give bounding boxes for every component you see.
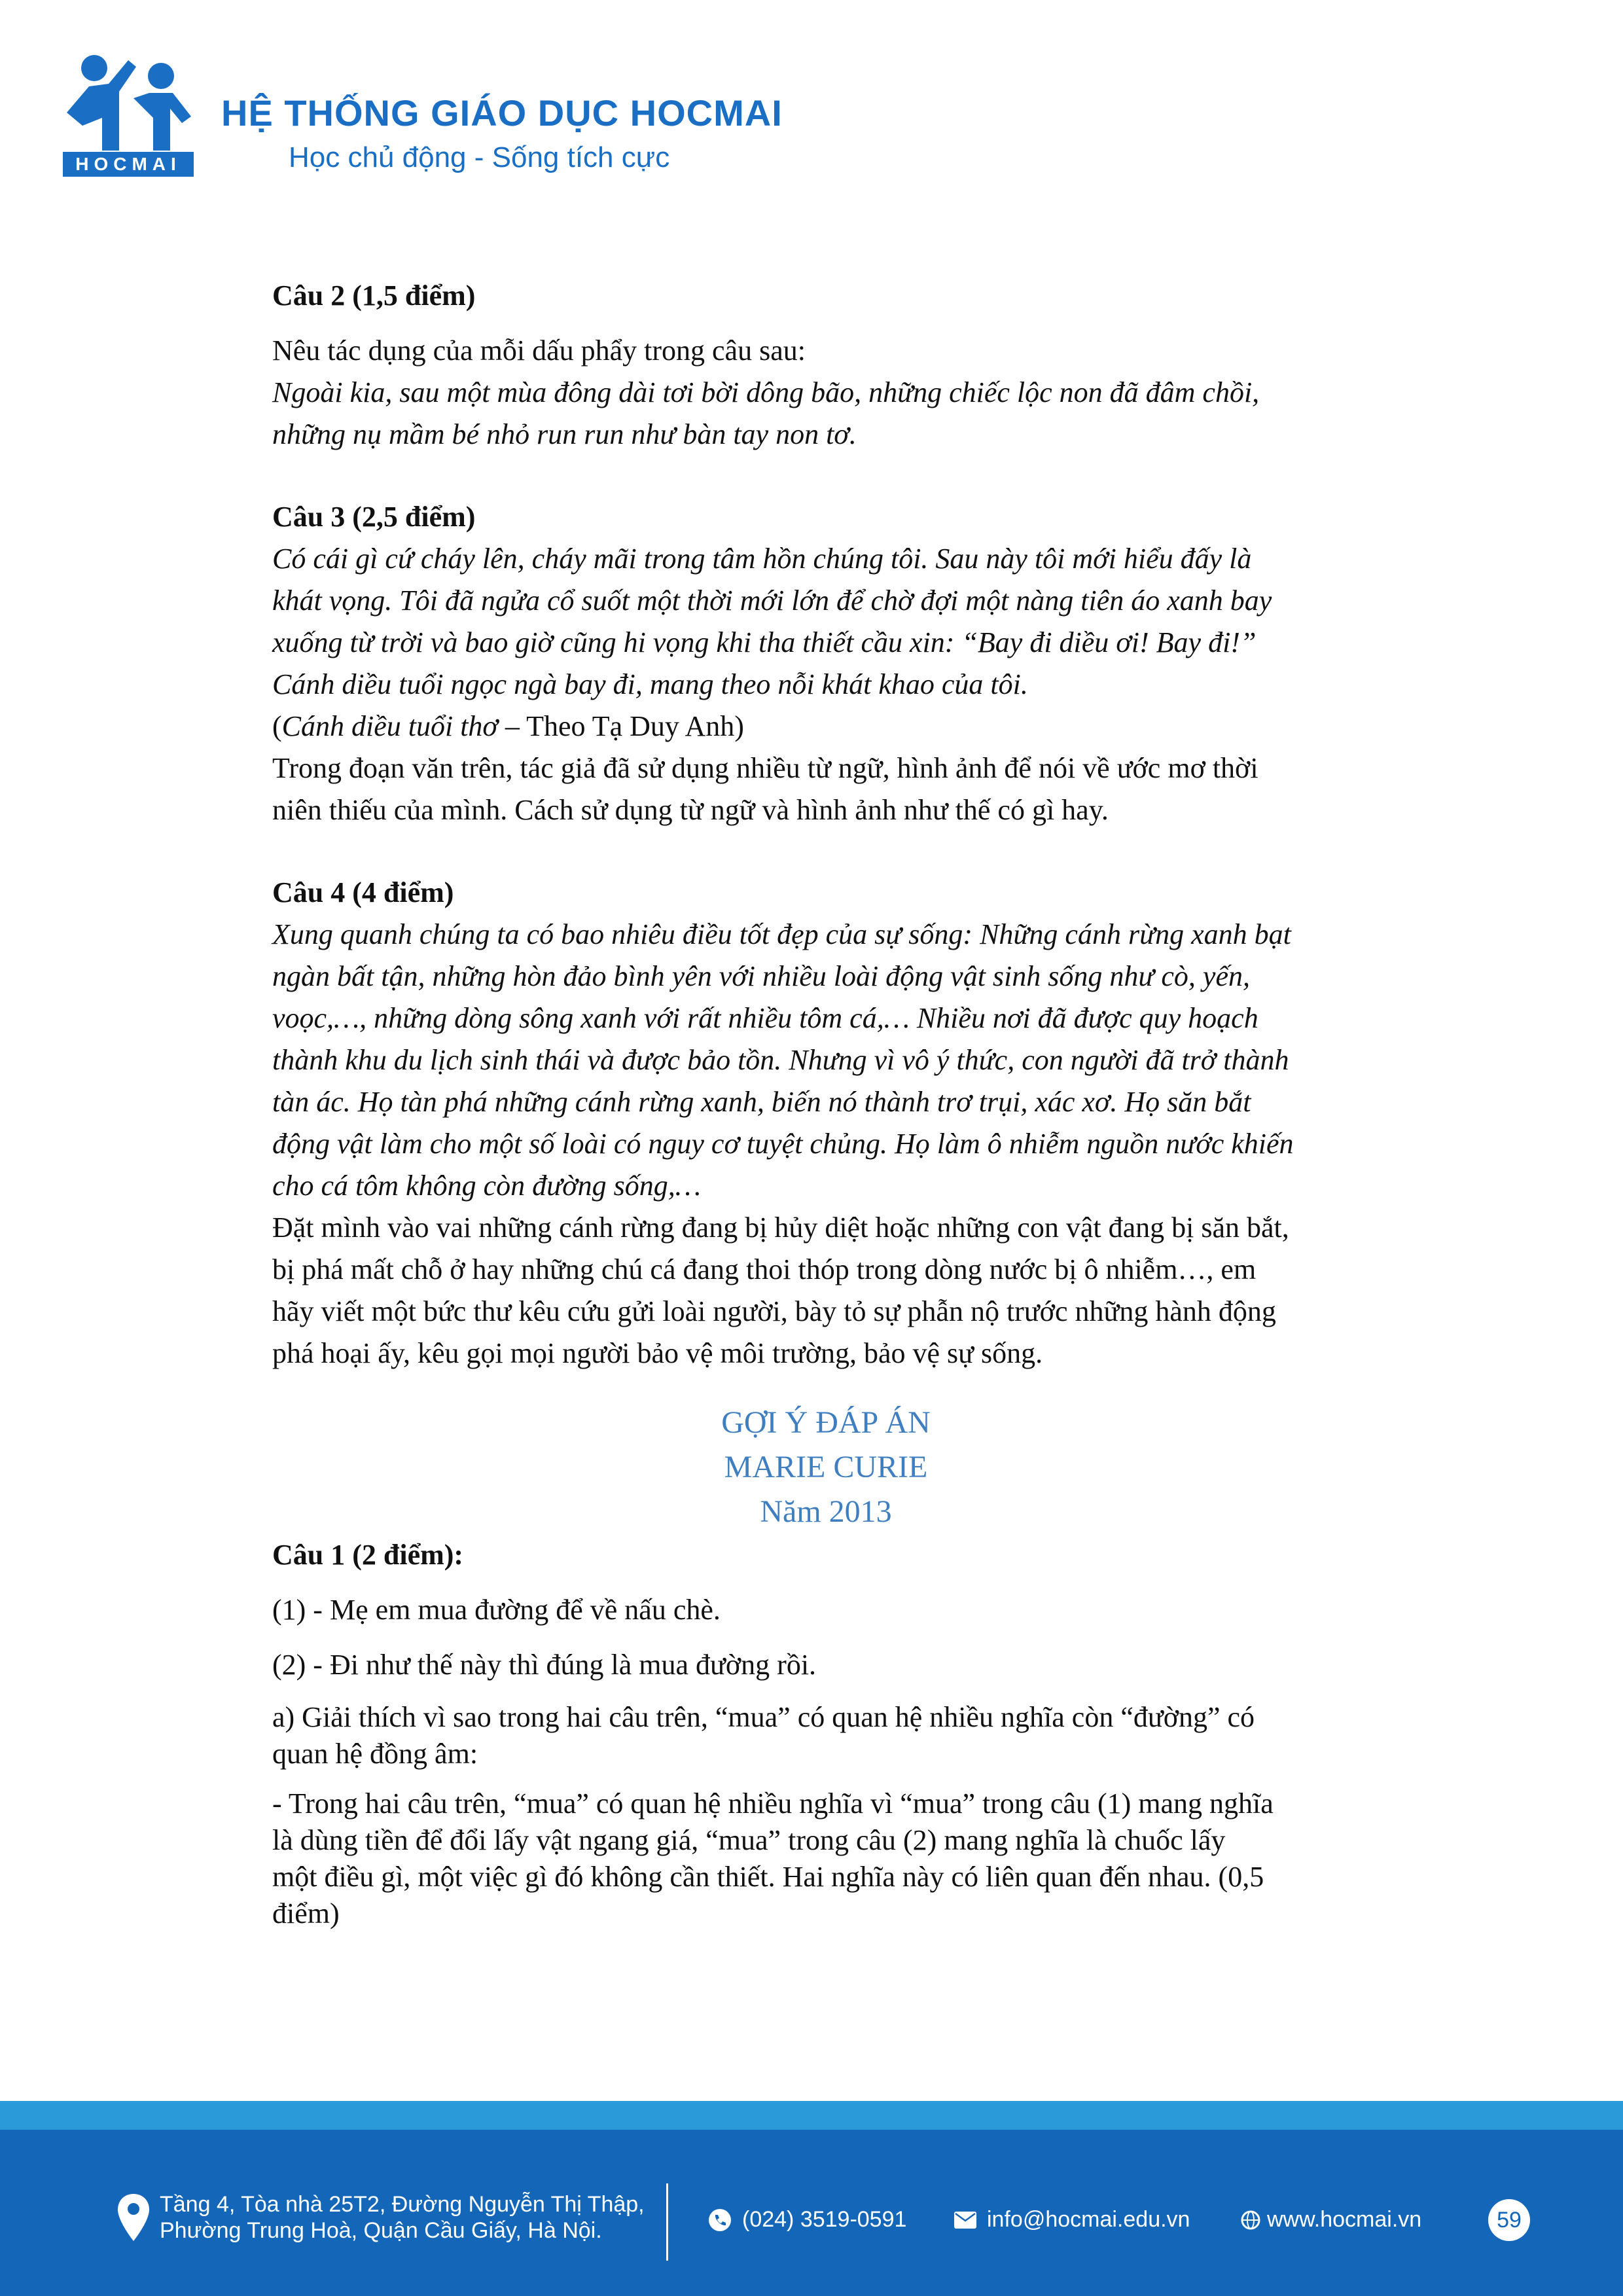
page-number-badge: 59: [1488, 2199, 1530, 2241]
question-4-passage-line: cho cá tôm không còn đường sống,…: [272, 1170, 701, 1202]
question-3-task-line: Trong đoạn văn trên, tác giả đã sử dụng nhiều từ ngữ, hình ảnh để nói về ước mơ thời: [272, 752, 1258, 784]
footer-address: [118, 2191, 645, 2244]
answer-heading: GỢI Ý ĐÁP ÁN: [721, 1405, 931, 1440]
question-2-title: Câu 2 (1,5 điểm): [272, 279, 476, 312]
answer-1-question-line: a) Giải thích vì sao trong hai câu trên, “mua” có quan hệ nhiều nghĩa còn “đường” có: [272, 1701, 1255, 1733]
phone-icon: [708, 2208, 732, 2232]
question-4-task-line: Đặt mình vào vai những cánh rừng đang bị hủy diệt hoặc những con vật đang bị săn bắt,: [272, 1211, 1289, 1244]
footer-phone[interactable]: [708, 2207, 906, 2233]
question-4-title: Câu 4 (4 điểm): [272, 876, 454, 908]
question-4-passage-line: thành khu du lịch sinh thái và được bảo tồn. Nhưng vì vô ý thức, con người đã trở thành: [272, 1044, 1289, 1076]
mail-icon: [954, 2212, 976, 2229]
svg-text:HOCMAI: HOCMAI: [75, 154, 181, 174]
brand-title: HỆ THỐNG GIÁO DỤC HOCMAI: [221, 92, 783, 134]
footer-email[interactable]: [954, 2207, 1190, 2233]
question-2-quote-line: Ngoài kia, sau một mùa đông dài tơi bời dông bão, những chiếc lộc non đã đâm chồi,: [272, 376, 1260, 408]
location-pin-icon: [118, 2194, 149, 2241]
footer-phone-text: (024) 3519-0591: [742, 2207, 907, 2232]
question-4-task-line: bị phá mất chỗ ở hay những chú cá đang thoi thóp trong dòng nước bị ô nhiễm…, em: [272, 1253, 1257, 1285]
footer-email-text: info@hocmai.edu.vn: [987, 2207, 1190, 2232]
footer-website[interactable]: [1241, 2207, 1421, 2233]
question-4-passage-line: ngàn bất tận, những hòn đảo bình yên với nhiều loài động vật sinh sống như cò, yến,: [272, 960, 1250, 992]
question-3-passage-line: Có cái gì cứ cháy lên, cháy mãi trong tâm hồn chúng tôi. Sau này tôi mới hiểu đấy là: [272, 543, 1252, 575]
question-4-passage-line: voọc,…, những dòng sông xanh với rất nhiều tôm cá,… Nhiều nơi đã được quy hoạch: [272, 1002, 1258, 1034]
answer-1-explanation-line: là dùng tiền để đổi lấy vật ngang giá, “mua” trong câu (2) mang nghĩa là chuốc lấy: [272, 1824, 1226, 1856]
question-4-task-line: hãy viết một bức thư kêu cứu gửi loài người, bày tỏ sự phẫn nộ trước những hành động: [272, 1295, 1276, 1327]
answer-1-sentence: (2) - Đi như thế này thì đúng là mua đường rồi.: [272, 1649, 817, 1681]
answer-1-explanation-line: - Trong hai câu trên, “mua” có quan hệ nhiều nghĩa vì “mua” trong câu (1) mang nghĩa: [272, 1787, 1274, 1820]
footer-address-line: Tầng 4, Tòa nhà 25T2, Đường Nguyễn Thị Thập,: [160, 2192, 645, 2217]
document-body: [272, 275, 1380, 1932]
question-3-passage-line: khát vọng. Tôi đã ngửa cổ suốt một thời mới lớn để chờ đợi một nàng tiên áo xanh bay: [272, 584, 1272, 617]
hocmai-logo: [63, 52, 194, 177]
answer-1-title: Câu 1 (2 điểm):: [272, 1539, 464, 1571]
answer-1-explanation-line: một điều gì, một việc gì đó không cần thiết. Hai nghĩa này có liên quan đến nhau. (0,5: [272, 1861, 1264, 1893]
question-3-title: Câu 3 (2,5 điểm): [272, 501, 476, 533]
question-2-quote-line: những nụ mầm bé nhỏ run run như bàn tay non tơ.: [272, 418, 857, 450]
answer-year: Năm 2013: [760, 1494, 892, 1529]
question-4-passage-line: Xung quanh chúng ta có bao nhiêu điều tốt đẹp của sự sống: Những cánh rừng xanh bạt: [272, 918, 1291, 950]
footer-divider: [666, 2183, 668, 2261]
question-3-passage-line: xuống từ trời và bao giờ cũng hi vọng khi tha thiết cầu xin: “Bay đi diều ơi! Bay đi!”: [272, 626, 1257, 658]
page-footer: [0, 2130, 1623, 2296]
question-3-source: (Cánh diều tuổi thơ – Theo Tạ Duy Anh): [272, 710, 744, 742]
question-4-passage-line: tàn ác. Họ tàn phá những cánh rừng xanh, biến nó thành trơ trụi, xác xơ. Họ săn bắt: [272, 1086, 1251, 1118]
source-title: Cánh diều tuổi thơ: [281, 710, 498, 742]
answer-1-question-line: quan hệ đồng âm:: [272, 1738, 478, 1770]
answer-1-explanation-line: điểm): [272, 1897, 340, 1929]
question-3-passage-line: Cánh diều tuổi ngọc ngà bay đi, mang theo nỗi khát khao của tôi.: [272, 668, 1028, 700]
footer-address-line: Phường Trung Hoà, Quận Cầu Giấy, Hà Nội.: [160, 2218, 602, 2243]
footer-stripe: [0, 2101, 1623, 2130]
page-header: [63, 52, 848, 183]
question-4-task-line: phá hoại ấy, kêu gọi mọi người bảo vệ môi trường, bảo vệ sự sống.: [272, 1337, 1043, 1369]
answer-school: MARIE CURIE: [724, 1450, 928, 1484]
question-4-passage-line: động vật làm cho một số loài có nguy cơ tuyệt chủng. Họ làm ô nhiễm nguồn nước khiến: [272, 1128, 1294, 1160]
footer-website-text: www.hocmai.vn: [1267, 2207, 1422, 2232]
question-2-prompt: Nêu tác dụng của mỗi dấu phẩy trong câu sau:: [272, 334, 806, 367]
globe-icon: [1241, 2210, 1260, 2230]
brand-subtitle: Học chủ động - Sống tích cực: [289, 141, 670, 173]
question-3-task-line: niên thiếu của mình. Cách sử dụng từ ngữ và hình ảnh như thế có gì hay.: [272, 794, 1109, 826]
answer-1-sentence: (1) - Mẹ em mua đường để về nấu chè.: [272, 1594, 721, 1626]
